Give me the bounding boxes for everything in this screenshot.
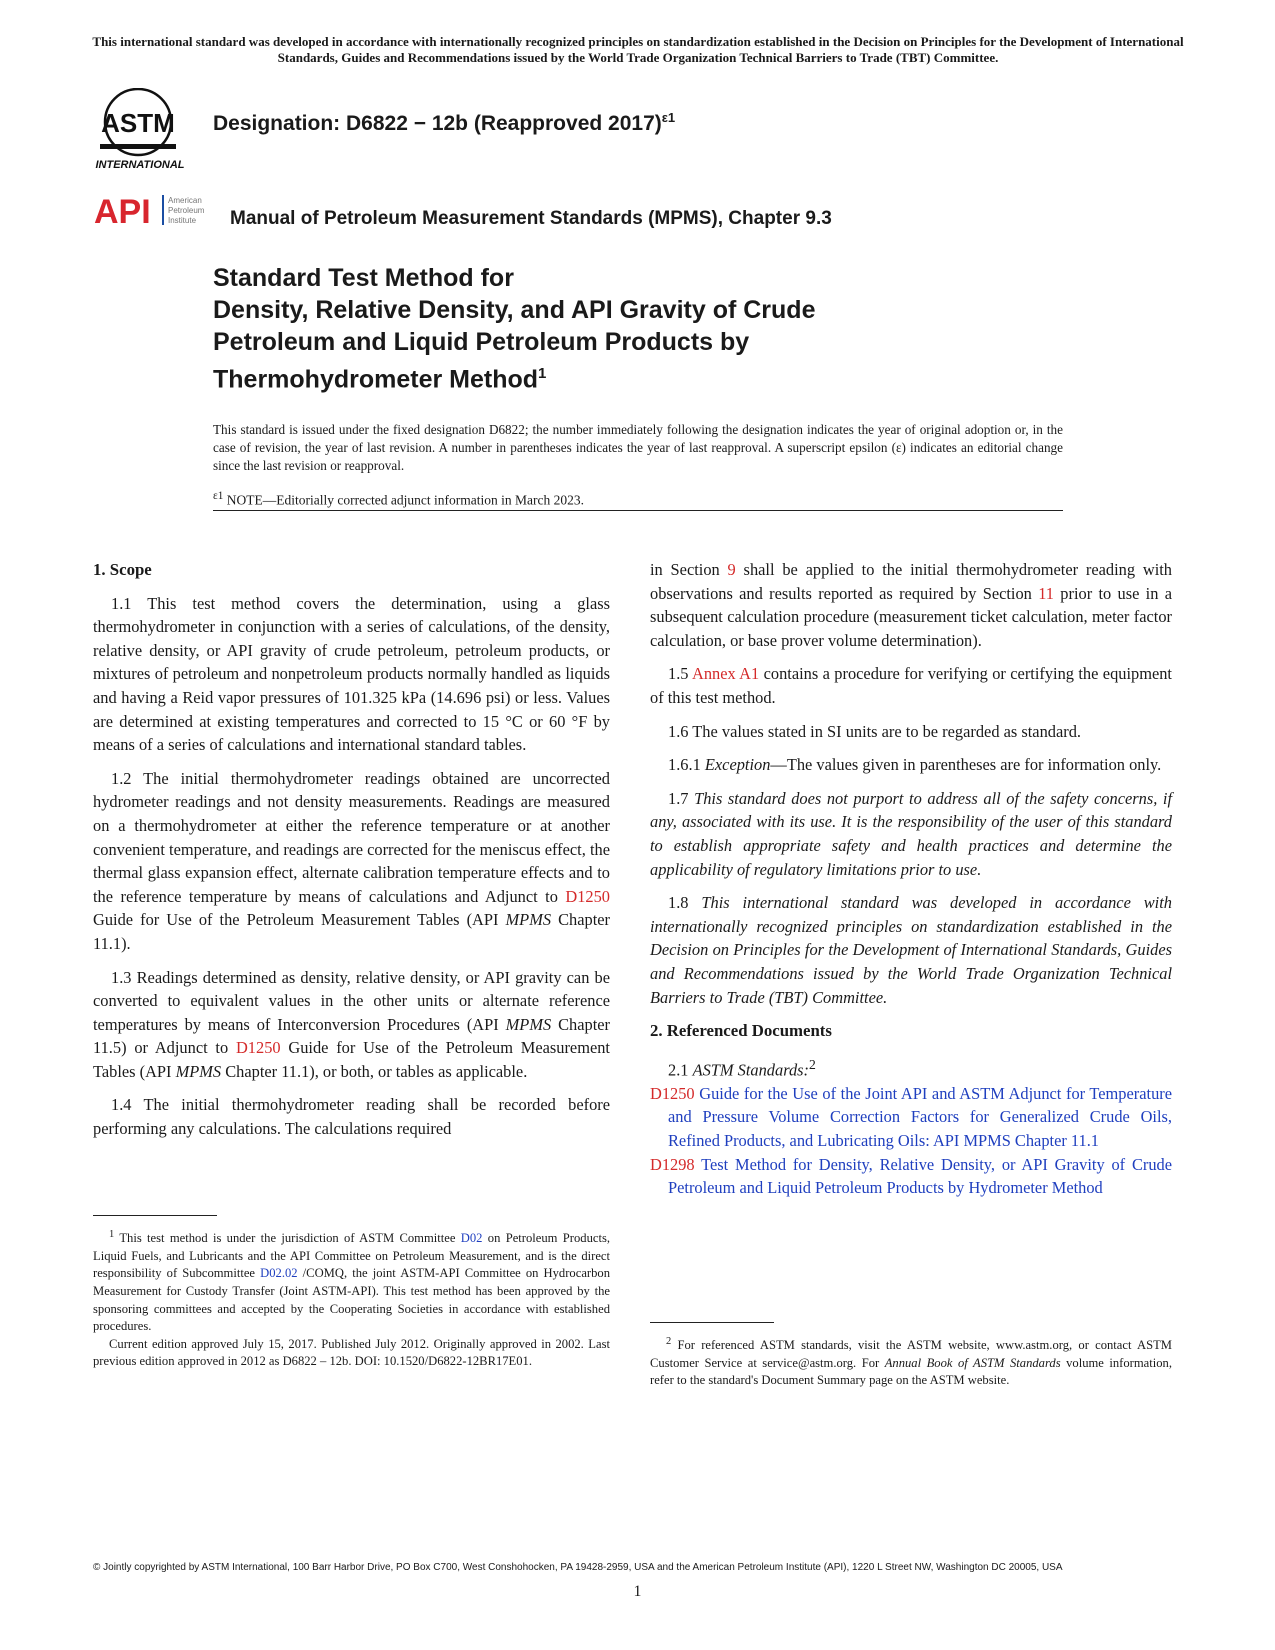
footnote-rule-right xyxy=(650,1322,774,1323)
footnote-2-para xyxy=(650,1333,1172,1390)
astm-logo-text: ASTM xyxy=(101,108,175,138)
para-1-6: 1.6 The values stated in SI units are to be regarded as standard. xyxy=(668,721,1081,741)
para-1-2-text-c: Chapter 11.1). xyxy=(93,910,610,953)
link-d02-02[interactable]: D02.02 xyxy=(260,1266,298,1281)
para-1-3-text-a: 1.3 Readings determined as density, relative density, or API gravity can be converted to equivalent values in the other units or alternate reference temperatures by means of Interconversion Procedures (API xyxy=(93,967,610,1034)
para-1-6-1-text: —The values given in parentheses are for information only. xyxy=(770,755,1162,775)
right-column xyxy=(650,558,1172,1200)
editorial-note-sup: ε1 xyxy=(213,490,224,502)
api-logo-text: API xyxy=(94,193,151,231)
footnote-2-num: 2 xyxy=(666,1336,672,1347)
para-1-6-1-num: 1.6.1 xyxy=(668,755,705,775)
para-1-4-cont-b: shall be applied to the initial thermohydrometer reading with observations and results reported as required by Section xyxy=(650,560,1173,603)
link-annex-a1[interactable]: Annex A1 xyxy=(691,664,760,684)
wto-notice: This international standard was developed in accordance with internationally recognized principles on standardization established in the Decision on Principles for the Development of International Standards, Guides and Recommendations issued by the World Trade Organization Technical Barriers to Trade (TBT) Committee. xyxy=(92,34,1184,65)
link-d1250[interactable]: D1250 xyxy=(565,886,610,906)
section-referenced-heading: 2. Referenced Documents xyxy=(650,1021,832,1041)
ref-code[interactable]: D1298 xyxy=(650,1154,695,1174)
issued-statement: This standard is issued under the fixed designation D6822; the number immediately following the designation indicates the year of original adoption or, in the case of revision, the year of last revision. A number in parentheses indicates the year of last reapproval. A superscript epsilon (ε) indicates an editorial change since the last revision or reapproval. xyxy=(213,422,1063,473)
link-d02[interactable]: D02 xyxy=(460,1231,483,1246)
para-1-5-text: contains a procedure for verifying or certifying the equipment of this test method. xyxy=(650,664,1172,707)
para-1-5 xyxy=(650,662,1172,709)
astm-logo-icon xyxy=(90,88,200,174)
api-sub1: American xyxy=(168,196,202,205)
para-2-1-em: ASTM Standards: xyxy=(692,1060,810,1080)
designation-epsilon: ε1 xyxy=(661,110,676,125)
left-column xyxy=(93,558,610,1151)
para-1-4: 1.4 The initial thermohydrometer reading shall be recorded before performing any calculations. The calculations required xyxy=(93,1095,610,1139)
footnote-2-text-a: For referenced ASTM standards, visit the ASTM website, www.astm.org, or contact ASTM Customer Service at service@astm.org. For xyxy=(650,1338,1172,1370)
manual-title: Manual of Petroleum Measurement Standards (MPMS), Chapter 9.3 xyxy=(230,208,832,229)
section-scope-heading: 1. Scope xyxy=(93,560,152,579)
para-1-2 xyxy=(93,767,610,956)
api-sub2: Petroleum xyxy=(168,206,205,215)
footnote-1-text-c: /COMQ, the joint ASTM-API Committee on Hydrocarbon Measurement for Custody Transfer (Joint ASTM-API). This test method has been approved by the sponsoring committees and accepted by the Cooperating Societies in accordance with established procedures. xyxy=(93,1266,610,1334)
title-line4-text: Thermohydrometer Method xyxy=(213,365,539,394)
title-line1: Standard Test Method for xyxy=(213,264,514,292)
para-1-7-text: This standard does not purport to address all of the safety concerns, if any, associated with its use. It is the responsibility of the user of this standard to establish appropriate safety and health practices and determine the applicability of regulatory limitations prior to use. xyxy=(650,788,1173,879)
para-1-1: 1.1 This test method covers the determination, using a glass thermohydrometer in conjunction with a series of calculations, of the density, relative density, or API gravity of crude petroleum, petroleum products, or mixtures of petroleum and nonpetroleum products normally handled as liquids and having a Reid vapor pressures of 101.325 kPa (14.696 psi) or less. Values are determined at existing temperatures and corrected to 15 °C or 60 °F by means of a series of calculations and international standard tables. xyxy=(93,593,610,755)
title-line3: Petroleum and Liquid Petroleum Products by xyxy=(213,328,750,356)
para-1-5-num: 1.5 xyxy=(668,664,692,684)
ref-item-d1250[interactable] xyxy=(650,1082,1172,1153)
copyright-line: © Jointly copyrighted by ASTM International, 100 Barr Harbor Drive, PO Box C700, West Conshohocken, PA 19428-2959, USA and the American Petroleum Institute (API), 1220 L Street NW, Washington DC 20005, USA xyxy=(93,1562,1063,1573)
astm-international-text: INTERNATIONAL xyxy=(95,159,185,171)
para-2-1 xyxy=(650,1053,1172,1082)
designation-label: Designation: D6822 − 12b (Reapproved 2017) xyxy=(213,112,662,135)
title-line2: Density, Relative Density, and API Gravity of Crude xyxy=(213,296,816,324)
para-1-4-cont-c: prior to use in a subsequent calculation procedure (measurement ticket calculation, meter factor calculation, or base prover volume determination). xyxy=(650,583,1172,650)
para-2-1-num: 2.1 xyxy=(668,1060,693,1080)
para-1-2-mpms: MPMS xyxy=(505,910,552,930)
header-rule xyxy=(213,510,1063,511)
footnote-1-text-b: on Petroleum Products, Liquid Fuels, and Lubricants and the API Committee on Petroleum Measurement, and is the direct responsibility of Subcommittee xyxy=(93,1231,611,1281)
footnote-1-text-a: This test method is under the jurisdiction of ASTM Committee xyxy=(114,1231,461,1246)
footnote-1-num: 1 xyxy=(109,1229,115,1240)
ref-code[interactable]: D1250 xyxy=(650,1083,695,1103)
para-1-2-text-b: Guide for Use of the Petroleum Measurement Tables (API xyxy=(93,910,506,930)
footnote-2-text-b: volume information, refer to the standard's Document Summary page on the ASTM website. xyxy=(650,1355,1172,1388)
ref-item-d1298[interactable] xyxy=(650,1153,1172,1200)
footnote-1-para xyxy=(93,1226,610,1336)
para-1-4-cont-a: in Section xyxy=(650,560,728,579)
title-line4 xyxy=(213,358,973,395)
editorial-note xyxy=(213,490,1063,509)
document-title xyxy=(213,262,973,395)
para-1-3-text-c: Guide for Use of the Petroleum Measurement Tables (API xyxy=(93,1038,610,1081)
para-2-1-sup: 2 xyxy=(809,1056,816,1072)
para-1-3-text-d: Chapter 11.1), or both, or tables as applicable. xyxy=(221,1061,528,1081)
footnote-rule-left xyxy=(93,1215,217,1216)
footnote-1 xyxy=(93,1226,610,1371)
para-1-8 xyxy=(650,891,1172,1009)
para-1-8-num: 1.8 xyxy=(668,893,702,913)
page-number: 1 xyxy=(633,1583,642,1600)
para-1-3-text-b: Chapter 11.5) or Adjunct to xyxy=(93,1014,610,1058)
para-1-7 xyxy=(650,787,1172,881)
api-sub3: Institute xyxy=(168,216,197,225)
title-footnote-mark: 1 xyxy=(538,365,547,382)
editorial-note-text: NOTE—Editorially corrected adjunct information in March 2023. xyxy=(226,492,585,508)
para-1-3 xyxy=(93,966,610,1084)
designation xyxy=(213,110,675,136)
link-section-11[interactable]: 11 xyxy=(1038,583,1054,603)
footnote-2 xyxy=(650,1333,1172,1390)
para-1-3-mpms2: MPMS xyxy=(175,1061,222,1081)
ref-title[interactable]: Guide for the Use of the Joint API and ASTM Adjunct for Temperature and Pressure Volume Correction Factors for Generalized Crude Oils, Refined Products, and Lubricating Oils: API MPMS Chapter 11.1 xyxy=(668,1083,1172,1150)
para-1-2-text-a: 1.2 The initial thermohydrometer readings obtained are uncorrected hydrometer readings and not density measurements. Readings are measured on a thermohydrometer at either the reference temperature or at another convenient temperature, and readings are corrected for the meniscus effect, the thermal glass expansion effect, alternate calibration temperature effects and to the reference temperature by means of calculations and Adjunct to xyxy=(93,768,610,906)
api-logo-icon xyxy=(92,191,222,231)
link-d1250[interactable]: D1250 xyxy=(235,1038,281,1058)
para-1-7-num: 1.7 xyxy=(668,788,695,808)
para-1-3-mpms1: MPMS xyxy=(505,1014,552,1034)
para-1-6-1-em: Exception xyxy=(704,755,771,775)
para-1-6-1 xyxy=(650,753,1172,777)
para-1-8-text: This international standard was developed in accordance with internationally recognized principles on standardization established in the Decision on Principles for the Development of International Standards, Guides and Recommendations issued by the World Trade Organization Technical Barriers to Trade (TBT) Committee. xyxy=(650,893,1172,1007)
link-section-9[interactable]: 9 xyxy=(727,560,736,579)
footnote-2-em: Annual Book of ASTM Standards xyxy=(884,1355,1061,1370)
footnote-1-edition: Current edition approved July 15, 2017. Published July 2012. Originally approved in 2002. Last previous edition approved in 2012 as D6822 – 12b. DOI: 10.1520/D6822-12BR17E01. xyxy=(93,1336,610,1369)
ref-title[interactable]: Test Method for Density, Relative Density, or API Gravity of Crude Petroleum and Liquid Petroleum Products by Hydrometer Method xyxy=(668,1154,1172,1198)
para-1-4-continued xyxy=(650,558,1172,652)
